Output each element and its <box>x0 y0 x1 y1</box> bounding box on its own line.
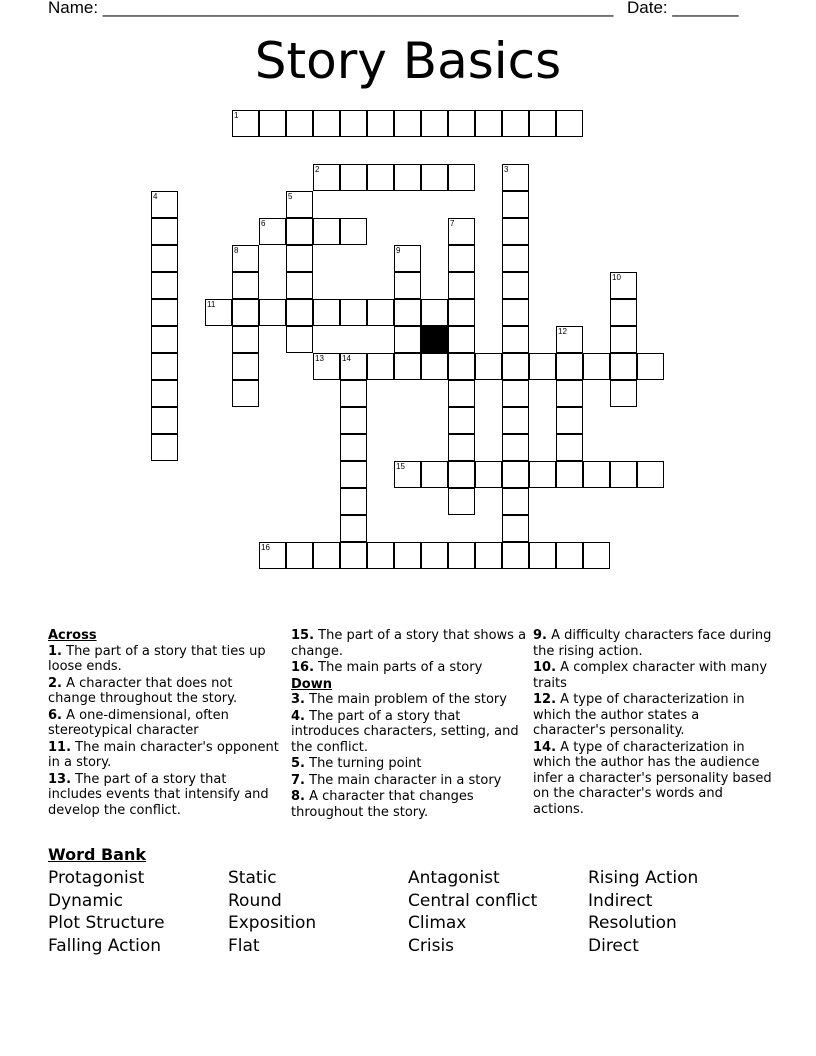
crossword-cell[interactable] <box>232 326 259 353</box>
word-bank-word: Rising Action <box>588 868 699 888</box>
crossword-cell[interactable] <box>313 542 340 569</box>
crossword-cell[interactable] <box>610 461 637 488</box>
word-bank-word: Central conflict <box>408 891 538 911</box>
crossword-cell[interactable] <box>340 353 367 380</box>
crossword-cell[interactable] <box>448 407 475 434</box>
crossword-cell[interactable] <box>394 272 421 299</box>
crossword-cell[interactable] <box>421 164 448 191</box>
crossword-cell[interactable] <box>232 110 259 137</box>
crossword-cell[interactable] <box>448 326 475 353</box>
word-bank-word: Indirect <box>588 891 653 911</box>
crossword-cell[interactable] <box>502 110 529 137</box>
clue-down-4: 4. The part of a story that introduces characters, setting, and the conflict. <box>291 708 519 755</box>
crossword-cell[interactable] <box>610 353 637 380</box>
clue-down-7: 7. The main character in a story <box>291 772 502 788</box>
crossword-cell[interactable] <box>448 353 475 380</box>
crossword-cell[interactable] <box>151 380 178 407</box>
crossword-cell[interactable] <box>610 299 637 326</box>
clue-number: 1 <box>234 111 239 120</box>
crossword-cell[interactable] <box>340 461 367 488</box>
clue-number: 16 <box>261 543 270 552</box>
crossword-cell[interactable] <box>394 110 421 137</box>
crossword-cell[interactable] <box>394 542 421 569</box>
word-bank-word: Plot Structure <box>48 913 165 933</box>
clue-number: 4 <box>153 192 158 201</box>
crossword-cell[interactable] <box>448 542 475 569</box>
crossword-cell[interactable] <box>502 515 529 542</box>
clue-number: 12 <box>558 327 567 336</box>
word-bank-title: Word Bank <box>48 845 147 864</box>
crossword-cell[interactable] <box>151 299 178 326</box>
clues-column-3 <box>533 628 773 818</box>
crossword-cell[interactable] <box>421 542 448 569</box>
crossword-cell[interactable] <box>448 218 475 245</box>
clue-across-15: 15. The part of a story that shows a change. <box>291 628 527 659</box>
word-bank-word: Round <box>228 891 282 911</box>
crossword-cell[interactable] <box>394 353 421 380</box>
crossword-cell[interactable] <box>232 380 259 407</box>
crossword-cell[interactable] <box>340 407 367 434</box>
clue-number: 14 <box>342 354 351 363</box>
crossword-cell[interactable] <box>259 542 286 569</box>
clue-number: 13 <box>315 354 324 363</box>
crossword-cell[interactable] <box>529 353 556 380</box>
crossword-cell[interactable] <box>529 110 556 137</box>
crossword-cell[interactable] <box>151 353 178 380</box>
crossword-cell[interactable] <box>475 353 502 380</box>
crossword-cell[interactable] <box>583 353 610 380</box>
crossword-cell[interactable] <box>448 434 475 461</box>
crossword-cell[interactable] <box>556 380 583 407</box>
crossword-cell[interactable] <box>475 110 502 137</box>
crossword-cell[interactable] <box>367 353 394 380</box>
crossword-cell[interactable] <box>475 542 502 569</box>
crossword-cell[interactable] <box>313 299 340 326</box>
crossword-cell[interactable] <box>286 191 313 218</box>
crossword-cell[interactable] <box>232 245 259 272</box>
crossword-cell[interactable] <box>151 218 178 245</box>
crossword-cell[interactable] <box>151 191 178 218</box>
clue-across-13: 13. The part of a story that includes events that intensify and develop the conflict. <box>48 771 269 818</box>
crossword-cell[interactable] <box>529 461 556 488</box>
crossword-cell[interactable] <box>502 164 529 191</box>
crossword-cell[interactable] <box>448 164 475 191</box>
crossword-cell[interactable] <box>367 110 394 137</box>
crossword-cell[interactable] <box>556 461 583 488</box>
crossword-cell[interactable] <box>529 542 556 569</box>
crossword-cell[interactable] <box>610 326 637 353</box>
crossword-cell[interactable] <box>448 245 475 272</box>
crossword-cell[interactable] <box>448 299 475 326</box>
crossword-cell[interactable] <box>502 434 529 461</box>
word-bank-word: Exposition <box>228 913 317 933</box>
clue-down-10: 10. A complex character with many traits <box>533 660 768 691</box>
crossword-cell[interactable] <box>394 326 421 353</box>
clue-number: 6 <box>261 219 266 228</box>
word-bank-word: Falling Action <box>48 936 162 956</box>
crossword-cell[interactable] <box>259 110 286 137</box>
black-cell <box>421 326 448 353</box>
crossword-cell[interactable] <box>151 434 178 461</box>
clue-across-11: 11. The main character's opponent in a story. <box>48 739 279 770</box>
crossword-cell[interactable] <box>151 407 178 434</box>
crossword-cell[interactable] <box>394 164 421 191</box>
clue-number: 2 <box>315 165 320 174</box>
word-bank-word: Climax <box>408 913 467 933</box>
crossword-cell[interactable] <box>421 353 448 380</box>
crossword-cell[interactable] <box>286 542 313 569</box>
crossword-cell[interactable] <box>313 353 340 380</box>
crossword-cell[interactable] <box>286 272 313 299</box>
clue-number: 3 <box>504 165 509 174</box>
crossword-cell[interactable] <box>340 110 367 137</box>
name-field: Name: ______________________________________________________ <box>48 0 614 17</box>
crossword-cell[interactable] <box>502 461 529 488</box>
crossword-cell[interactable] <box>502 191 529 218</box>
clue-down-8: 8. A character that changes throughout the story. <box>291 789 474 820</box>
crossword-cell[interactable] <box>367 164 394 191</box>
crossword-cell[interactable] <box>637 461 664 488</box>
crossword-cell[interactable] <box>421 461 448 488</box>
crossword-cell[interactable] <box>151 245 178 272</box>
crossword-cell[interactable] <box>448 110 475 137</box>
crossword-cell[interactable] <box>313 218 340 245</box>
crossword-cell[interactable] <box>556 542 583 569</box>
clue-number: 5 <box>288 192 293 201</box>
crossword-cell[interactable] <box>340 218 367 245</box>
crossword-cell[interactable] <box>286 110 313 137</box>
clues-column-2 <box>291 628 527 821</box>
crossword-cell[interactable] <box>151 272 178 299</box>
crossword-cell[interactable] <box>448 272 475 299</box>
clue-across-1: 1. The part of a story that ties up loose ends. <box>48 643 266 674</box>
crossword-cell[interactable] <box>205 299 232 326</box>
clue-number: 11 <box>207 300 216 309</box>
crossword-cell[interactable] <box>340 515 367 542</box>
across-heading: Across <box>48 628 97 643</box>
crossword-cell[interactable] <box>448 380 475 407</box>
crossword-cell[interactable] <box>502 380 529 407</box>
crossword-cell[interactable] <box>259 218 286 245</box>
crossword-cell[interactable] <box>502 272 529 299</box>
crossword-cell[interactable] <box>502 326 529 353</box>
crossword-cell[interactable] <box>340 488 367 515</box>
crossword-cell[interactable] <box>610 272 637 299</box>
clue-down-14: 14. A type of characterization in which the author has the audience infer a character's personality based on the character's words and actions. <box>533 739 772 817</box>
clue-across-6: 6. A one-dimensional, often stereotypical character <box>48 707 229 738</box>
crossword-cell[interactable] <box>286 326 313 353</box>
crossword-cell[interactable] <box>421 110 448 137</box>
crossword-cell[interactable] <box>151 326 178 353</box>
page-title: Story Basics <box>254 32 562 90</box>
crossword-cell[interactable] <box>367 299 394 326</box>
crossword-cell[interactable] <box>340 380 367 407</box>
crossword-cell[interactable] <box>583 542 610 569</box>
crossword-cell[interactable] <box>583 461 610 488</box>
crossword-cell[interactable] <box>502 218 529 245</box>
clue-down-3: 3. The main problem of the story <box>291 692 507 707</box>
word-bank-word: Resolution <box>588 913 677 933</box>
crossword-cell[interactable] <box>232 299 259 326</box>
crossword-cell[interactable] <box>421 299 448 326</box>
word-bank-word: Direct <box>588 936 639 956</box>
crossword-cell[interactable] <box>448 461 475 488</box>
crossword-cell[interactable] <box>502 299 529 326</box>
date-field: Date: _______ <box>627 0 739 17</box>
clue-across-2: 2. A character that does not change throughout the story. <box>48 675 238 706</box>
crossword-cell[interactable] <box>286 245 313 272</box>
crossword-cell[interactable] <box>394 245 421 272</box>
crossword-cell[interactable] <box>556 110 583 137</box>
clue-down-12: 12. A type of characterization in which the author states a character's personality. <box>533 692 745 738</box>
crossword-cell[interactable] <box>340 434 367 461</box>
clue-number: 9 <box>396 246 401 255</box>
crossword-cell[interactable] <box>502 488 529 515</box>
crossword-cell[interactable] <box>502 542 529 569</box>
crossword-cell[interactable] <box>610 380 637 407</box>
crossword-cell[interactable] <box>286 299 313 326</box>
crossword-cell[interactable] <box>556 407 583 434</box>
clue-number: 7 <box>450 219 455 228</box>
word-bank-word: Static <box>228 868 277 888</box>
word-bank-word: Flat <box>228 936 260 956</box>
crossword-cell[interactable] <box>556 353 583 380</box>
crossword-cell[interactable] <box>502 353 529 380</box>
crossword-cell[interactable] <box>637 353 664 380</box>
clue-number: 15 <box>396 462 405 471</box>
word-bank-word: Dynamic <box>48 891 123 911</box>
crossword-cell[interactable] <box>313 164 340 191</box>
clue-down-5: 5. The turning point <box>291 756 422 771</box>
word-bank-word: Crisis <box>408 936 455 956</box>
word-bank-word: Antagonist <box>408 868 500 888</box>
crossword-cell[interactable] <box>259 299 286 326</box>
crossword-cell[interactable] <box>556 434 583 461</box>
clue-down-9: 9. A difficulty characters face during the rising action. <box>533 628 772 659</box>
crossword-cell[interactable] <box>232 353 259 380</box>
clue-across-16: 16. The main parts of a story <box>291 660 483 675</box>
crossword-cell[interactable] <box>475 461 502 488</box>
clue-number: 8 <box>234 246 239 255</box>
crossword-cell[interactable] <box>367 542 394 569</box>
crossword-cell[interactable] <box>232 272 259 299</box>
crossword-cell[interactable] <box>340 299 367 326</box>
crossword-cell[interactable] <box>556 326 583 353</box>
crossword-cell[interactable] <box>502 407 529 434</box>
word-bank-word: Protagonist <box>48 868 145 888</box>
down-heading: Down <box>291 676 332 692</box>
crossword-cell[interactable] <box>313 110 340 137</box>
crossword-cell[interactable] <box>394 461 421 488</box>
crossword-cell[interactable] <box>340 164 367 191</box>
clues-column-1 <box>48 628 280 819</box>
crossword-cell[interactable] <box>394 299 421 326</box>
crossword-cell[interactable] <box>502 245 529 272</box>
crossword-cell[interactable] <box>340 542 367 569</box>
crossword-cell[interactable] <box>286 218 313 245</box>
crossword-cell[interactable] <box>448 488 475 515</box>
clue-number: 10 <box>612 273 621 282</box>
